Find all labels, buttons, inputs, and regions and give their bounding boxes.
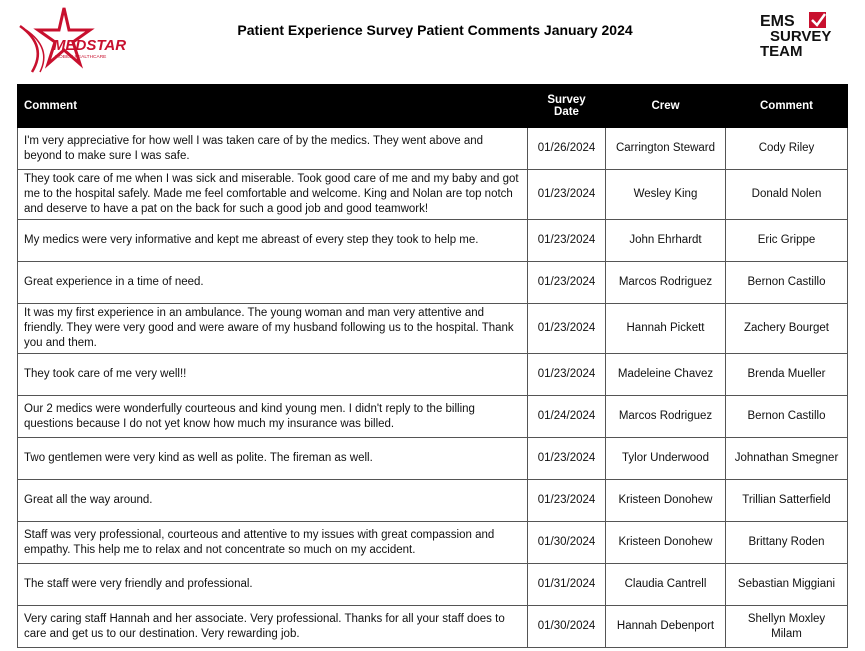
crew-cell: Tylor Underwood (606, 438, 726, 480)
table-row (18, 438, 848, 480)
table-row (18, 128, 848, 170)
comment-2-cell: Brenda Mueller (726, 354, 848, 396)
table-row (18, 480, 848, 522)
crew-cell: Wesley King (606, 170, 726, 220)
comment-cell: It was my first experience in an ambulance. The young woman and man very attentive and friendly. They were very good and were aware of my husband following us to the hospital. Thank you and them. (18, 304, 528, 354)
comment-2-cell: Donald Nolen (726, 170, 848, 220)
survey-date-cell: 01/30/2024 (528, 522, 606, 564)
crew-cell: Marcos Rodriguez (606, 396, 726, 438)
column-header-comment-2: Comment (726, 85, 848, 128)
comment-2-cell: Bernon Castillo (726, 396, 848, 438)
survey-date-cell: 01/23/2024 (528, 170, 606, 220)
medstar-logo-text: MEDSTAR (53, 37, 127, 54)
comments-table (17, 84, 848, 648)
crew-cell: Madeleine Chavez (606, 354, 726, 396)
comment-cell: Great experience in a time of need. (18, 262, 528, 304)
comment-2-cell: Brittany Roden (726, 522, 848, 564)
survey-date-cell: 01/23/2024 (528, 304, 606, 354)
comment-cell: Two gentlemen were very kind as well as polite. The fireman as well. (18, 438, 528, 480)
table-header-row (18, 85, 848, 128)
table-row (18, 564, 848, 606)
table-row (18, 170, 848, 220)
crew-cell: Hannah Debenport (606, 606, 726, 648)
crew-cell: Hannah Pickett (606, 304, 726, 354)
medstar-logo (18, 6, 130, 74)
comment-2-cell: Shellyn Moxley Milam (726, 606, 848, 648)
comment-cell: Our 2 medics were wonderfully courteous and kind young men. I didn't reply to the billing questions because I do not yet know how much my insurance was billed. (18, 396, 528, 438)
comment-2-cell: Cody Riley (726, 128, 848, 170)
comment-2-cell: Trillian Satterfield (726, 480, 848, 522)
table-row (18, 220, 848, 262)
table-row (18, 606, 848, 648)
ems-logo-line3: TEAM (760, 43, 803, 60)
table-row (18, 522, 848, 564)
survey-date-cell: 01/23/2024 (528, 220, 606, 262)
crew-cell: Marcos Rodriguez (606, 262, 726, 304)
comment-cell: They took care of me very well!! (18, 354, 528, 396)
checkmark-icon (809, 12, 826, 28)
survey-date-cell: 01/23/2024 (528, 262, 606, 304)
comment-cell: Staff was very professional, courteous and attentive to my issues with great compassion and empathy. This help me to relax and not concentrate so much on my accident. (18, 522, 528, 564)
survey-date-cell: 01/23/2024 (528, 480, 606, 522)
column-header-comment: Comment (18, 85, 528, 128)
table-row (18, 304, 848, 354)
survey-date-cell: 01/31/2024 (528, 564, 606, 606)
table-row (18, 396, 848, 438)
column-header-survey-date: Survey Date (528, 85, 606, 128)
table-row (18, 262, 848, 304)
crew-cell: Kristeen Donohew (606, 480, 726, 522)
ems-logo-line2: SURVEY (770, 28, 832, 45)
comment-2-cell: Eric Grippe (726, 220, 848, 262)
comment-2-cell: Bernon Castillo (726, 262, 848, 304)
survey-date-cell: 01/23/2024 (528, 438, 606, 480)
crew-cell: Kristeen Donohew (606, 522, 726, 564)
crew-cell: Claudia Cantrell (606, 564, 726, 606)
comment-cell: My medics were very informative and kept me abreast of every step they took to help me. (18, 220, 528, 262)
table-row (18, 354, 848, 396)
comment-2-cell: Johnathan Smegner (726, 438, 848, 480)
page-title: Patient Experience Survey Patient Comments January 2024 (237, 22, 633, 38)
comment-cell: I'm very appreciative for how well I was taken care of by the medics. They went above and beyond to make sure I was safe. (18, 128, 528, 170)
survey-date-cell: 01/23/2024 (528, 354, 606, 396)
ems-logo-line1: EMS (760, 13, 795, 30)
survey-date-cell: 01/26/2024 (528, 128, 606, 170)
comment-2-cell: Sebastian Miggiani (726, 564, 848, 606)
survey-date-cell: 01/24/2024 (528, 396, 606, 438)
medstar-logo-tagline: MOBILE HEALTHCARE (55, 55, 107, 60)
crew-cell: John Ehrhardt (606, 220, 726, 262)
comment-cell: Great all the way around. (18, 480, 528, 522)
column-header-crew: Crew (606, 85, 726, 128)
comment-cell: The staff were very friendly and professional. (18, 564, 528, 606)
crew-cell: Carrington Steward (606, 128, 726, 170)
comment-2-cell: Zachery Bourget (726, 304, 848, 354)
survey-date-cell: 01/30/2024 (528, 606, 606, 648)
comment-cell: They took care of me when I was sick and miserable. Took good care of me and my baby and got me to the hospital safely. Made me feel comfortable and welcome. King and Nolan are top notch and deserve to have a pat on the back for such a good job and good teamwork! (18, 170, 528, 220)
ems-survey-team-logo (758, 10, 854, 60)
comment-cell: Very caring staff Hannah and her associate. Very professional. Thanks for all your staff does to care and get us to our destination. Very rewarding job. (18, 606, 528, 648)
